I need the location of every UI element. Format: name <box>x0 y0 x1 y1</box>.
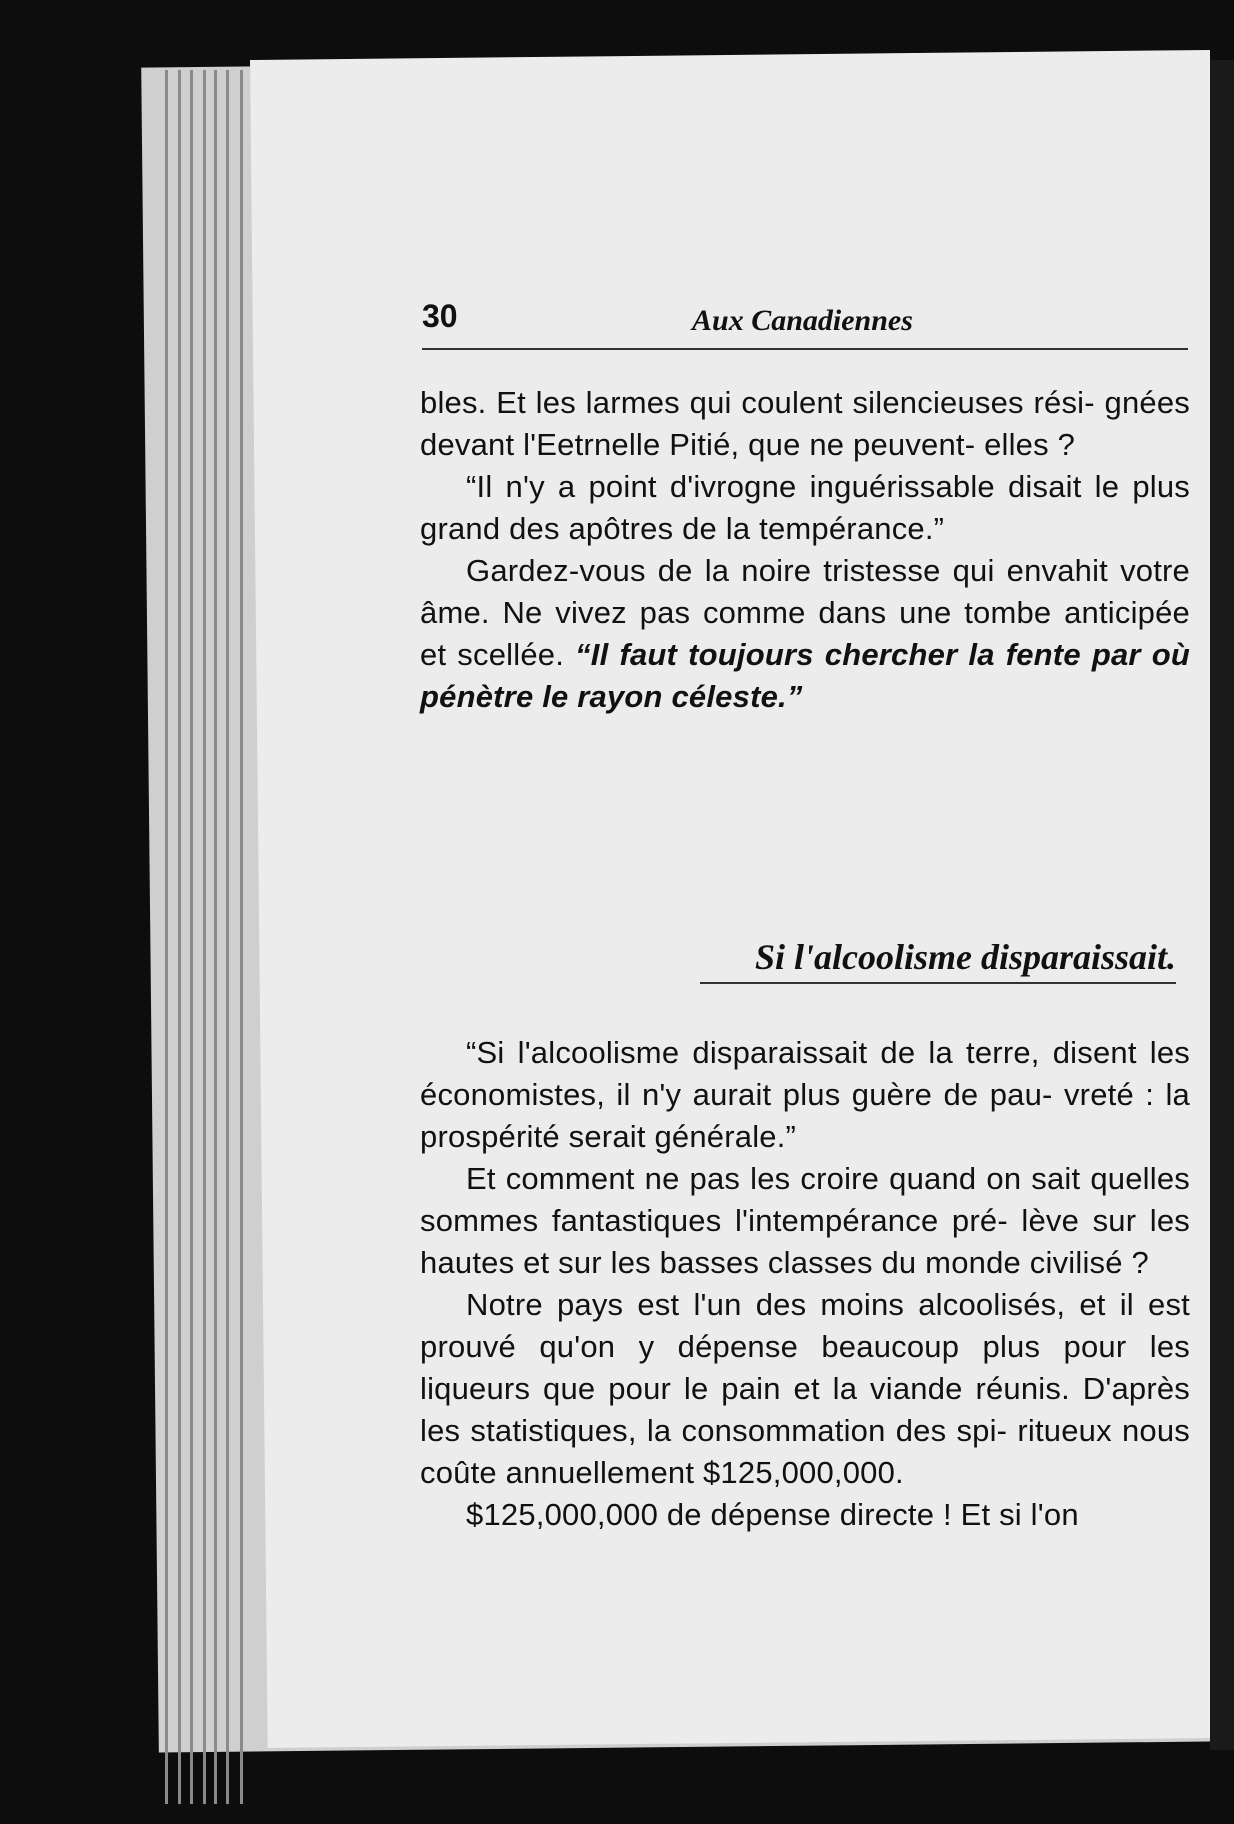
page-edge <box>240 70 243 1804</box>
paragraph: Et comment ne pas les croire quand on sait quelles sommes fantastiques l'intempérance pré- lève sur les hautes et sur les basses classes du monde civilisé ? <box>420 1161 1190 1280</box>
text-block-bottom <box>420 1032 1190 1536</box>
page-number: 30 <box>422 298 458 334</box>
paragraph: bles. Et les larmes qui coulent silencieuses rési- gnées devant l'Eetrnelle Pitié, que ne peuvent- elles ? <box>420 385 1190 462</box>
paragraph: “Si l'alcoolisme disparaissait de la terre, disent les économistes, il n'y aurait plus guère de pau- vreté : la prospérité serait générale.” <box>420 1035 1190 1154</box>
page-header <box>422 298 1188 350</box>
paragraph: $125,000,000 de dépense directe ! Et si l'on <box>466 1497 1079 1532</box>
right-edge-shadow <box>1210 60 1234 1750</box>
text-block-top <box>420 382 1190 718</box>
italic-quote: “Il faut toujours chercher la fente par où pénètre le rayon céleste.” <box>420 637 1190 714</box>
page-edge <box>190 70 193 1804</box>
page-edge <box>226 70 229 1804</box>
page-edge <box>203 70 206 1804</box>
page-edge <box>178 70 181 1804</box>
paragraph: Notre pays est l'un des moins alcoolisés, et il est prouvé qu'on y dépense beaucoup plus pour les liqueurs que pour le pain et la viande réunis. D'après les statistiques, la consommation des spi- ritueux nous coûte annuellement $125,000,000. <box>420 1287 1190 1490</box>
paragraph: “Il n'y a point d'ivrogne inguérissable disait le plus grand des apôtres de la tempérance.” <box>420 469 1190 546</box>
paragraph <box>420 550 1190 718</box>
running-title: Aux Canadiennes <box>692 304 913 337</box>
paragraph-text: Gardez-vous de la noire tristesse qui envahit votre âme. Ne vivez pas comme dans une tombe anticipée et scellée. <box>420 553 1190 672</box>
page-edge <box>165 70 168 1804</box>
section-title: Si l'alcoolisme disparaissait. <box>700 936 1176 984</box>
page-edge <box>214 70 217 1804</box>
